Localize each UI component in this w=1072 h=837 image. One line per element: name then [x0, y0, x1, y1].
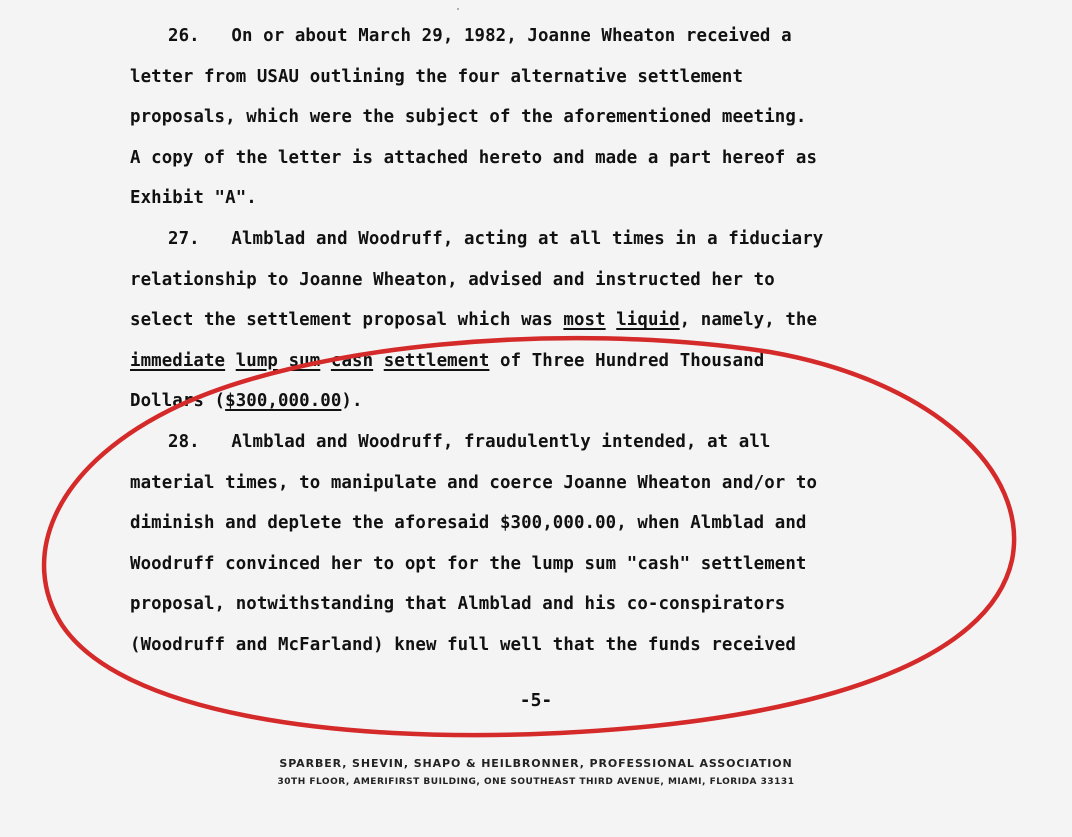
- text-run: Almblad and Woodruff, fraudulently intended, at all: [231, 432, 771, 452]
- text-run: [278, 351, 289, 371]
- text-line: [130, 625, 796, 665]
- text-run: proposals, which were the subject of the aforementioned meeting.: [130, 107, 807, 128]
- text-run: On or about March 29, 1982, Joanne Wheaton received a: [231, 26, 792, 46]
- text-run: select the settlement proposal which was: [130, 310, 564, 331]
- underlined-text: sum: [288, 350, 321, 371]
- text-line: [168, 16, 792, 56]
- text-line: [130, 341, 764, 381]
- text-run: Woodruff convinced her to opt for the lump sum "cash" settlement: [130, 553, 807, 574]
- underlined-text: most: [563, 310, 606, 331]
- text-line: [130, 544, 806, 584]
- text-run: [225, 351, 236, 371]
- text-run: (Woodruff and McFarland) knew full well that the funds received: [130, 635, 796, 655]
- text-run: A copy of the letter is attached hereto and made a part hereof as: [130, 147, 818, 168]
- underlined-text: settlement: [383, 350, 490, 371]
- text-line: [130, 381, 363, 421]
- text-run: Almblad and Woodruff, acting at all times in a fiduciary: [231, 229, 824, 249]
- text-line: [130, 463, 817, 503]
- footer-address: 30TH FLOOR, AMERIFIRST BUILDING, ONE SOUTHEAST THIRD AVENUE, MIAMI, FLORIDA 33131: [277, 777, 795, 787]
- text-run: material times, to manipulate and coerce Joanne Wheaton and/or to: [130, 472, 818, 493]
- underlined-text: lump: [235, 350, 278, 371]
- text-line: [130, 300, 817, 340]
- text-run: Exhibit "A".: [130, 188, 257, 209]
- text-line: [130, 97, 806, 137]
- scan-speck: [457, 8, 459, 10]
- paragraph-number: 27.: [168, 229, 232, 249]
- text-run: ).: [341, 391, 363, 412]
- paragraph-number: 28.: [168, 432, 232, 452]
- text-run: diminish and deplete the aforesaid $300,000.00, when Almblad and: [130, 513, 807, 534]
- text-line: [130, 178, 257, 218]
- text-line: [130, 260, 775, 300]
- page-number: -5-: [519, 690, 553, 711]
- text-run: [606, 310, 617, 330]
- underlined-text: cash: [330, 350, 374, 371]
- footer-firm-name: SPARBER, SHEVIN, SHAPO & HEILBRONNER, PROFESSIONAL ASSOCIATION: [279, 757, 793, 770]
- text-run: proposal, notwithstanding that Almblad and his co-conspirators: [130, 594, 786, 615]
- text-run: Dollars (: [130, 391, 226, 412]
- text-run: of Three Hundred Thousand: [489, 350, 765, 371]
- paragraph-number: 26.: [168, 26, 232, 46]
- text-run: [320, 351, 331, 371]
- text-run: relationship to Joanne Wheaton, advised and instructed her to: [130, 269, 775, 290]
- text-line: [130, 57, 743, 97]
- text-line: [130, 503, 806, 543]
- text-run: , namely, the: [679, 310, 818, 331]
- text-run: letter from USAU outlining the four alternative settlement: [130, 66, 744, 87]
- text-line: [168, 219, 823, 259]
- underlined-text: immediate: [130, 350, 226, 371]
- text-line: [130, 138, 817, 178]
- underlined-text: liquid: [616, 310, 680, 331]
- underlined-text: $300,000.00: [225, 391, 342, 412]
- text-line: [130, 584, 785, 624]
- text-run: [373, 351, 384, 371]
- text-line: [168, 422, 771, 462]
